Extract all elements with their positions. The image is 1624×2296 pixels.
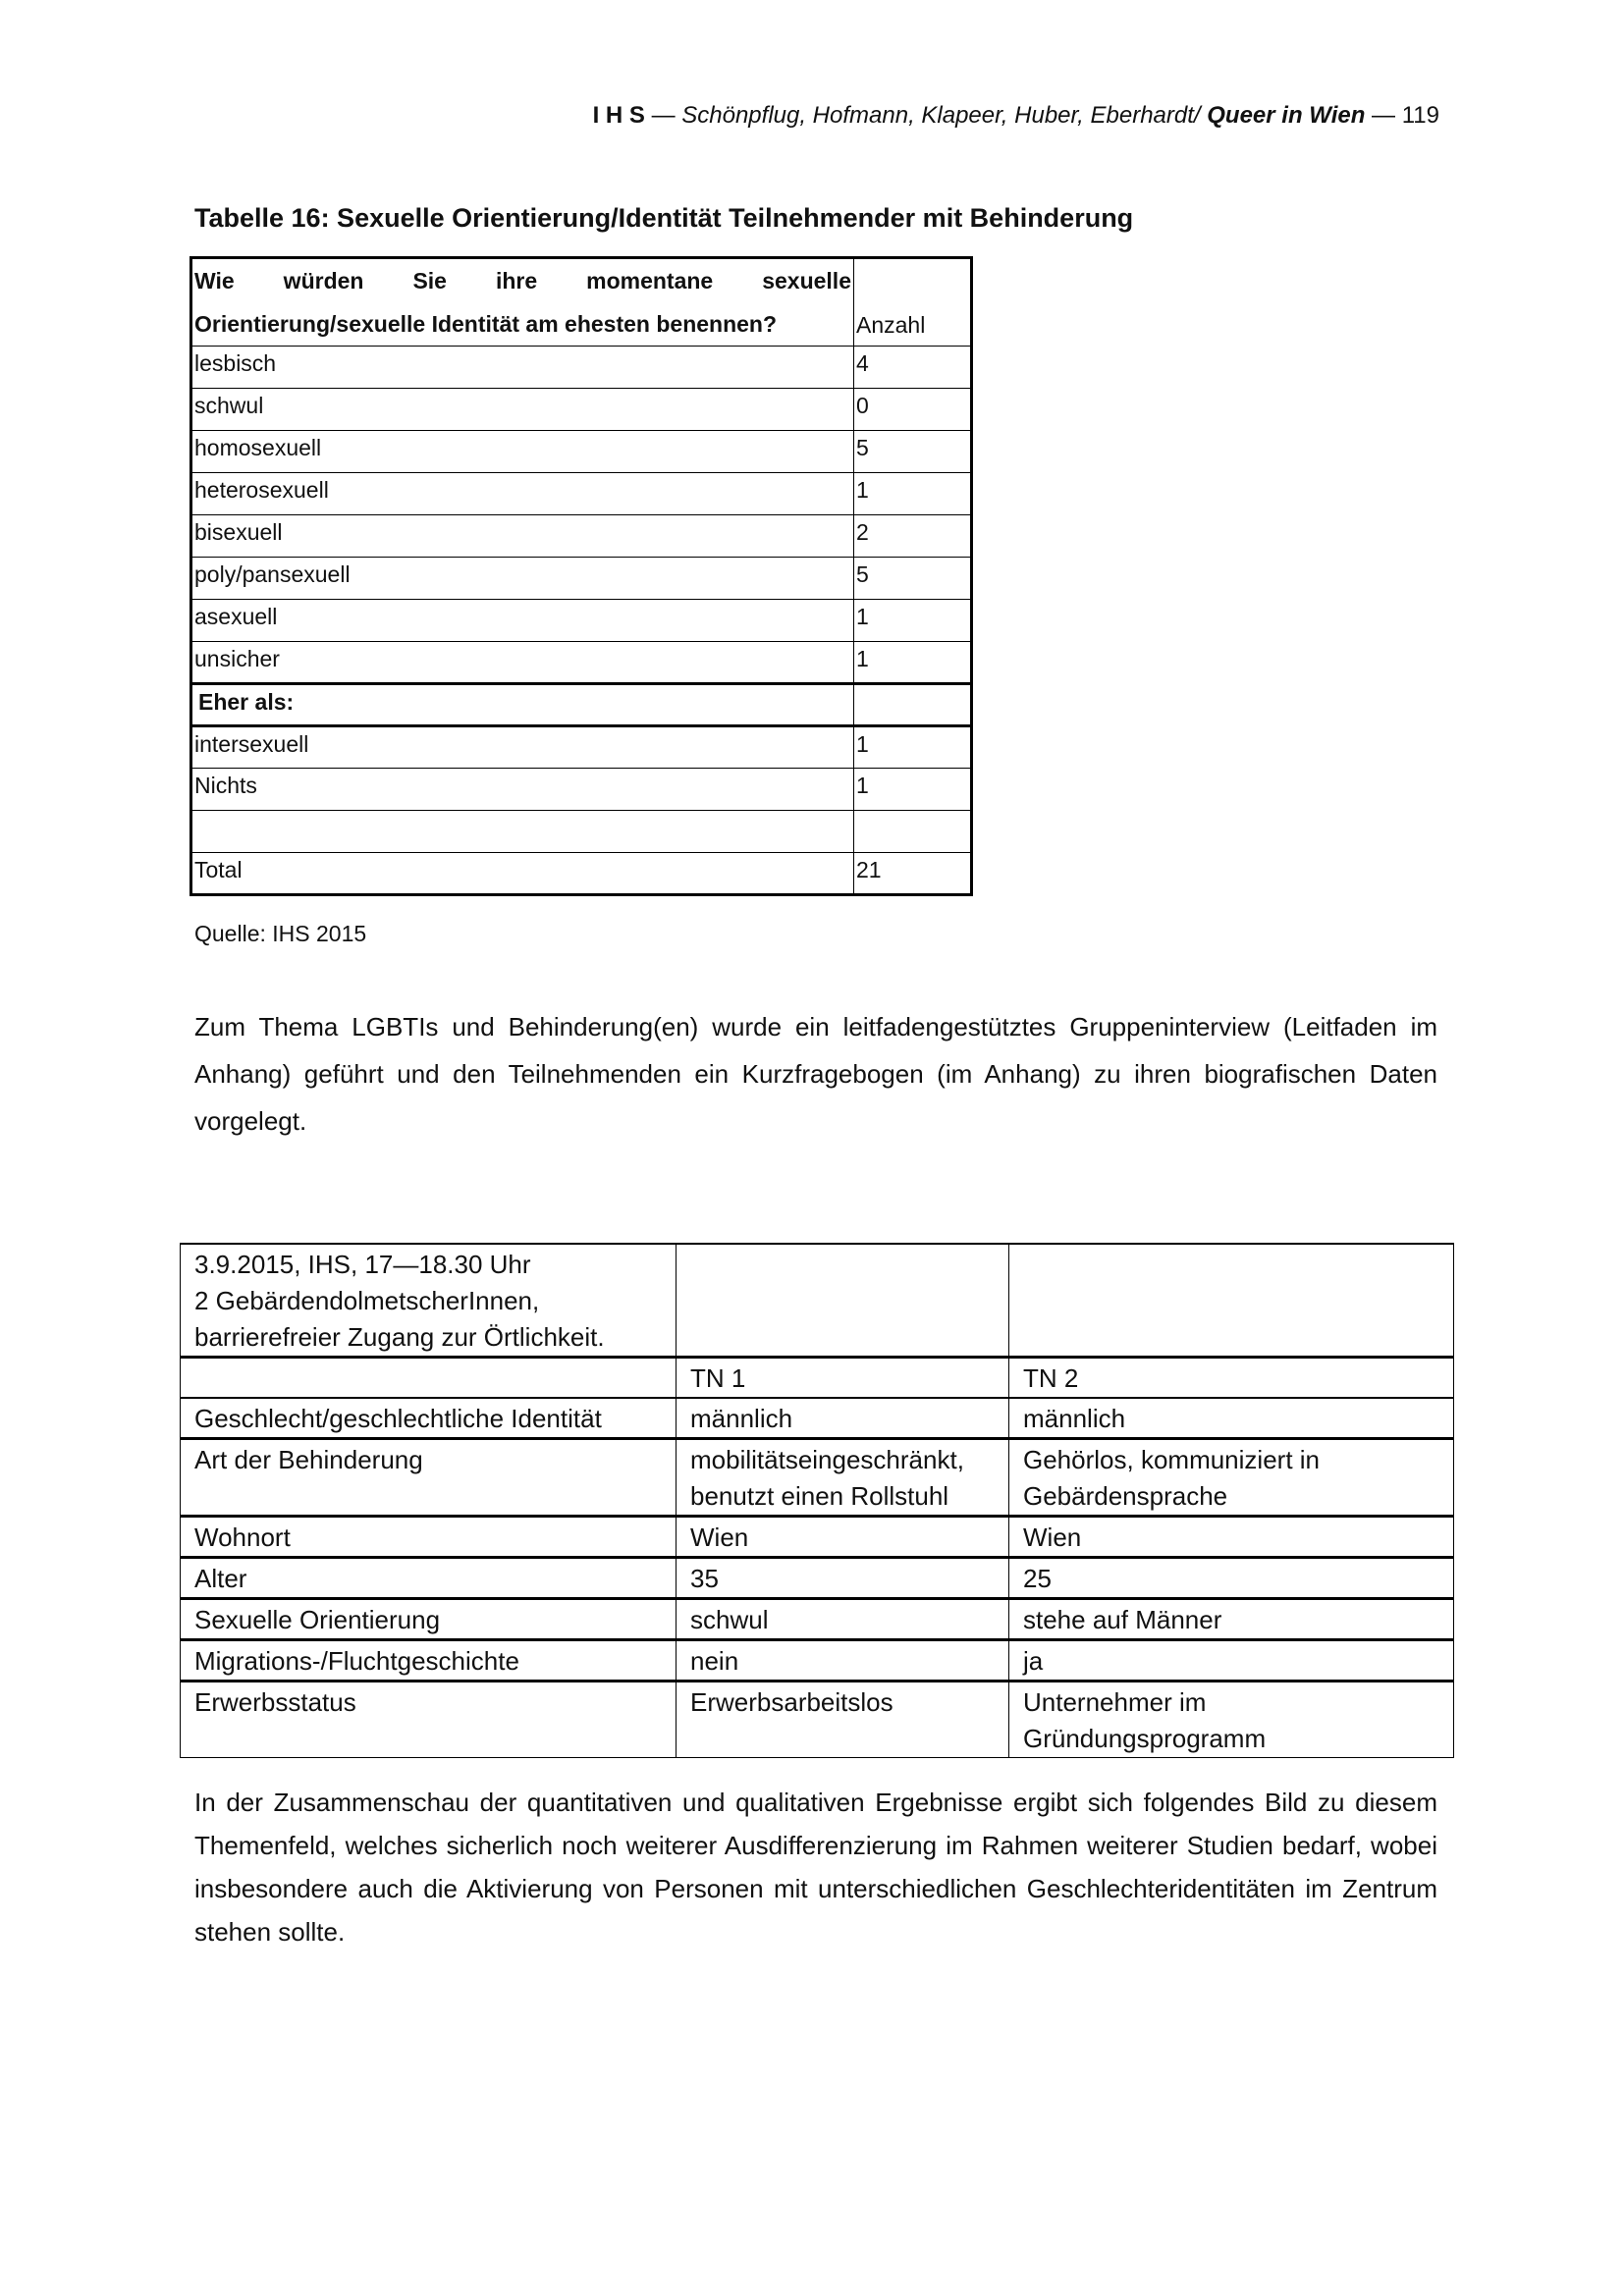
empty-cell (854, 684, 972, 726)
section-row (191, 684, 972, 726)
count-cell: 1 (854, 473, 972, 515)
tn1-cell: 35 (677, 1558, 1009, 1599)
table-row (181, 1640, 1454, 1682)
label-cell: schwul (191, 389, 854, 431)
info-line: 3.9.2015, IHS, 17—18.30 Uhr (194, 1250, 531, 1279)
session-info (181, 1244, 677, 1358)
question-header (191, 258, 854, 347)
label-cell: lesbisch (191, 347, 854, 389)
table-row (191, 389, 972, 431)
table-row (191, 769, 972, 811)
tn2-cell: ja (1009, 1640, 1454, 1682)
header-authors: Schönpflug, Hofmann, Klapeer, Huber, Eberhardt/ (681, 102, 1201, 129)
label-cell: homosexuell (191, 431, 854, 473)
interview-table (180, 1243, 1454, 1758)
count-cell: 5 (854, 431, 972, 473)
orientation-table (189, 256, 973, 896)
label-cell: Erwerbsstatus (181, 1682, 677, 1758)
label-cell: intersexuell (191, 726, 854, 769)
count-cell: 4 (854, 347, 972, 389)
table-header-row (191, 258, 972, 347)
question-line: Wie würden Sie ihre momentane sexuelle (194, 268, 851, 294)
count-header: Anzahl (854, 258, 972, 347)
count-cell: 1 (854, 600, 972, 642)
empty-cell (181, 1358, 677, 1399)
table-row (191, 642, 972, 684)
tn2-cell: 25 (1009, 1558, 1454, 1599)
label-cell: bisexuell (191, 515, 854, 558)
label-cell: Nichts (191, 769, 854, 811)
header-org: I H S (592, 102, 645, 129)
info-line: barrierefreier Zugang zur Örtlichkeit. (194, 1322, 605, 1352)
tn1-header: TN 1 (677, 1358, 1009, 1399)
table-row (191, 600, 972, 642)
empty-cell (1009, 1244, 1454, 1358)
empty-cell (191, 811, 854, 853)
label-cell: Alter (181, 1558, 677, 1599)
empty-cell (677, 1244, 1009, 1358)
header-title: Queer in Wien (1200, 102, 1366, 129)
tn1-cell: männlich (677, 1398, 1009, 1439)
tn1-cell: schwul (677, 1599, 1009, 1640)
table-row (181, 1439, 1454, 1517)
tn1-cell: mobilitätseingeschränkt, benutzt einen Rollstuhl (677, 1439, 1009, 1517)
label-cell: Migrations-/Fluchtgeschichte (181, 1640, 677, 1682)
header-sep: — (644, 102, 682, 129)
table-row (181, 1398, 1454, 1439)
running-header (593, 102, 1439, 130)
count-cell: 1 (854, 769, 972, 811)
tn2-cell: Gehörlos, kommuniziert in Gebärdensprache (1009, 1439, 1454, 1517)
header-sep: — (1365, 102, 1402, 129)
tn2-cell: Unternehmer im Gründungsprogramm (1009, 1682, 1454, 1758)
table-title: Tabelle 16: Sexuelle Orientierung/Identität Teilnehmender mit Behinderung (194, 203, 1134, 233)
page-number: 119 (1401, 102, 1439, 129)
tn1-cell: nein (677, 1640, 1009, 1682)
table-row (191, 347, 972, 389)
info-line: 2 GebärdendolmetscherInnen, (194, 1286, 540, 1315)
empty-cell (854, 811, 972, 853)
table-row (181, 1682, 1454, 1758)
table-row (181, 1558, 1454, 1599)
participant-header-row (181, 1358, 1454, 1399)
tn2-cell: männlich (1009, 1398, 1454, 1439)
label-cell: Geschlecht/geschlechtliche Identität (181, 1398, 677, 1439)
count-cell: 0 (854, 389, 972, 431)
label-cell: heterosexuell (191, 473, 854, 515)
count-cell: 2 (854, 515, 972, 558)
count-cell: 5 (854, 558, 972, 600)
label-cell: unsicher (191, 642, 854, 684)
table-row (191, 558, 972, 600)
table-row (191, 811, 972, 853)
table-row (181, 1599, 1454, 1640)
total-value: 21 (854, 853, 972, 895)
table-row (191, 473, 972, 515)
label-cell: asexuell (191, 600, 854, 642)
table-row (181, 1517, 1454, 1558)
table-row (191, 515, 972, 558)
table-row (191, 431, 972, 473)
label-cell: Sexuelle Orientierung (181, 1599, 677, 1640)
label-cell: Art der Behinderung (181, 1439, 677, 1517)
label-cell: poly/pansexuell (191, 558, 854, 600)
section-label: Eher als: (191, 684, 854, 726)
paragraph: In der Zusammenschau der quantitativen und qualitativen Ergebnisse ergibt sich folgendes Bild zu diesem Themenfeld, welches sicherlich noch weiterer Ausdifferenzierung im Rahmen weiterer Studien bedarf, wobei insbesondere auch die Aktivierung von Personen mit unterschiedlichen Geschlechteridentitäten im Zentrum stehen sollte. (194, 1788, 1437, 1947)
tn2-cell: stehe auf Männer (1009, 1599, 1454, 1640)
question-line: Orientierung/sexuelle Identität am ehesten benennen? (194, 311, 778, 337)
info-row (181, 1244, 1454, 1358)
paragraph: Zum Thema LGBTIs und Behinderung(en) wurde ein leitfadengestütztes Gruppeninterview (Leitfaden im Anhang) geführt und den Teilnehmenden ein Kurzfragebogen (im Anhang) zu ihren biografischen Daten vorgelegt. (194, 1012, 1437, 1136)
tn1-cell: Erwerbsarbeitslos (677, 1682, 1009, 1758)
tn2-cell: Wien (1009, 1517, 1454, 1558)
count-cell: 1 (854, 642, 972, 684)
tn2-header: TN 2 (1009, 1358, 1454, 1399)
label-cell: Wohnort (181, 1517, 677, 1558)
total-row (191, 853, 972, 895)
count-cell: 1 (854, 726, 972, 769)
tn1-cell: Wien (677, 1517, 1009, 1558)
table-row (191, 726, 972, 769)
total-label: Total (191, 853, 854, 895)
source-note: Quelle: IHS 2015 (194, 921, 367, 946)
